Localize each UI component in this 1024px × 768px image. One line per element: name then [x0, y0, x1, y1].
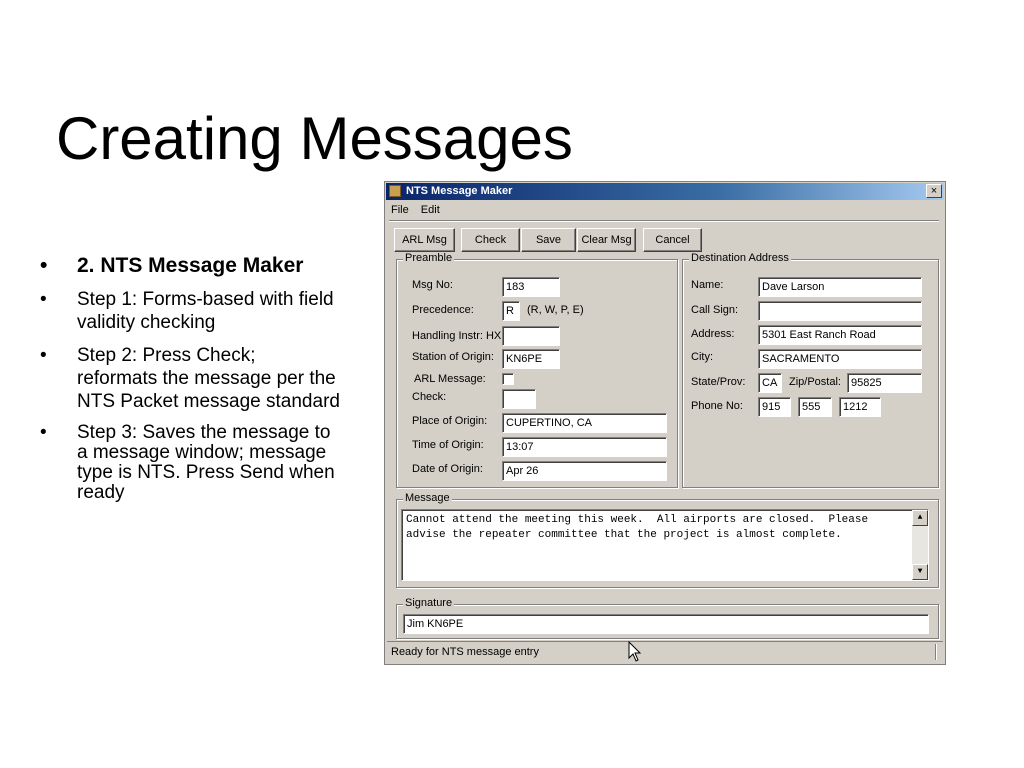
phone-prefix-field[interactable]: 555	[798, 397, 832, 417]
menu-file[interactable]: File	[391, 204, 409, 216]
handling-label: Handling Instr: HX	[412, 330, 502, 342]
precedence-field[interactable]: R	[502, 301, 520, 321]
bullet-item: • Step 2: Press Check; reformats the message per the NTS Packet message standard	[40, 344, 340, 413]
message-line: Cannot attend the meeting this week. All airports are closed. Please	[406, 514, 869, 526]
arl-message-label: ARL Message:	[414, 373, 486, 385]
bullet-item: • 2. NTS Message Maker	[40, 252, 340, 280]
arl-msg-button[interactable]: ARL Msg	[394, 228, 455, 252]
precedence-label: Precedence:	[412, 304, 474, 316]
time-label: Time of Origin:	[412, 439, 484, 451]
clear-msg-button[interactable]: Clear Msg	[577, 228, 636, 252]
city-field[interactable]: SACRAMENTO	[758, 349, 922, 369]
menu-bar	[391, 204, 449, 216]
zip-label: Zip/Postal:	[789, 376, 841, 388]
status-text: Ready for NTS message entry	[391, 646, 539, 658]
time-field[interactable]: 13:07	[502, 437, 667, 457]
bullet-item: • Step 3: Saves the message to a message window; message type is NTS. Press Send when ready	[40, 423, 340, 503]
name-label: Name:	[691, 279, 724, 291]
msg-no-label: Msg No:	[412, 279, 453, 291]
phone-area-field[interactable]: 915	[758, 397, 791, 417]
handling-field[interactable]	[502, 326, 560, 346]
signature-legend: Signature	[405, 597, 453, 609]
slide-title: Creating Messages	[56, 105, 573, 172]
check-button[interactable]: Check	[461, 228, 520, 252]
station-field[interactable]: KN6PE	[502, 349, 560, 369]
place-label: Place of Origin:	[412, 415, 488, 427]
menu-edit[interactable]: Edit	[420, 204, 440, 216]
mouse-pointer-icon	[628, 641, 642, 663]
date-label: Date of Origin:	[412, 463, 483, 475]
status-divider	[935, 644, 937, 660]
precedence-hint: (R, W, P, E)	[527, 304, 584, 316]
check-field[interactable]	[502, 389, 536, 409]
message-scrollbar[interactable]	[912, 510, 928, 580]
check-label: Check:	[412, 391, 447, 403]
phone-label: Phone No:	[691, 400, 743, 412]
scroll-down-icon[interactable]: ▼	[912, 564, 928, 580]
signature-field[interactable]: Jim KN6PE	[403, 614, 929, 634]
date-field[interactable]: Apr 26	[502, 461, 667, 481]
state-field[interactable]: CA	[758, 373, 782, 393]
message-legend: Message	[405, 492, 450, 504]
save-button[interactable]: Save	[521, 228, 576, 252]
address-field[interactable]: 5301 East Ranch Road	[758, 325, 922, 345]
address-label: Address:	[691, 328, 735, 340]
message-textarea[interactable]	[401, 509, 929, 581]
close-button[interactable]: ×	[926, 184, 942, 198]
app-icon	[389, 185, 401, 197]
menu-separator	[389, 220, 939, 222]
bullet-item: • Step 1: Forms-based with field validity checking	[40, 288, 340, 334]
arl-message-checkbox[interactable]	[502, 373, 514, 385]
destination-legend: Destination Address	[691, 252, 789, 264]
station-label: Station of Origin:	[412, 351, 494, 363]
message-line: advise the repeater committee that the project is almost complete.	[406, 529, 842, 541]
status-bar	[387, 641, 943, 662]
bullet-list	[40, 252, 340, 513]
msg-no-field[interactable]: 183	[502, 277, 560, 297]
nts-message-maker-window	[384, 181, 946, 665]
city-label: City:	[691, 351, 713, 363]
scroll-up-icon[interactable]: ▲	[912, 510, 928, 526]
title-bar[interactable]	[386, 183, 944, 200]
phone-line-field[interactable]: 1212	[839, 397, 881, 417]
zip-field[interactable]: 95825	[847, 373, 922, 393]
place-field[interactable]: CUPERTINO, CA	[502, 413, 667, 433]
preamble-legend: Preamble	[405, 252, 453, 264]
callsign-field[interactable]	[758, 301, 922, 321]
window-title: NTS Message Maker	[406, 185, 513, 197]
callsign-label: Call Sign:	[691, 304, 739, 316]
name-field[interactable]: Dave Larson	[758, 277, 922, 297]
state-label: State/Prov:	[691, 376, 746, 388]
cancel-button[interactable]: Cancel	[643, 228, 702, 252]
